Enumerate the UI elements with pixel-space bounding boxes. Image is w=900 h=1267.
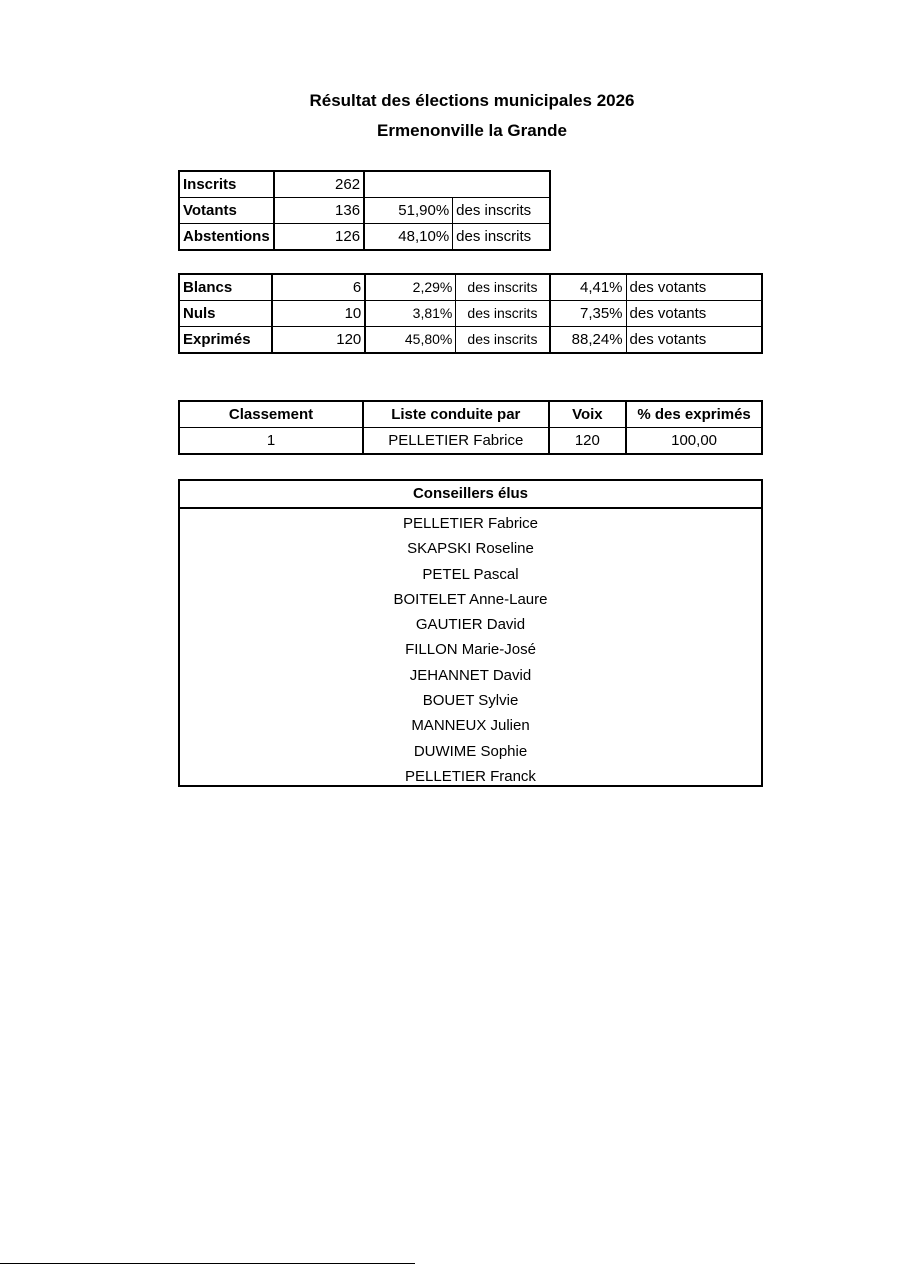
participation-count: 136	[274, 198, 364, 224]
footer-divider	[0, 1263, 415, 1264]
ballot-count: 120	[272, 327, 366, 354]
header-rank: Classement	[228, 406, 314, 423]
ballot-pct-votants: 7,35%	[550, 301, 627, 327]
councillor-name: FILLON Marie-José	[405, 641, 536, 659]
ballot-count: 6	[272, 274, 366, 301]
ballot-pct-inscrits: 45,80%	[365, 327, 456, 354]
participation-row	[179, 198, 550, 224]
councillor-name: SKAPSKI Roseline	[407, 540, 534, 558]
ballot-ref-votants: des votants	[626, 327, 762, 354]
ballot-ref-inscrits: des inscrits	[456, 274, 550, 301]
councillor-name: PETEL Pascal	[422, 565, 519, 583]
councillor-name: BOITELET Anne-Laure	[393, 590, 548, 608]
participation-count: 262	[274, 171, 364, 198]
ballot-ref-votants: des votants	[626, 274, 762, 301]
result-pct: 100,00	[626, 428, 762, 455]
header-votes: Voix	[549, 401, 627, 428]
commune-name: Ermenonville la Grande	[377, 121, 567, 140]
participation-row	[179, 224, 550, 251]
result-list: PELLETIER Fabrice	[363, 428, 549, 455]
councillor-name: MANNEUX Julien	[411, 717, 530, 735]
participation-pct	[364, 171, 453, 198]
ballots-table	[178, 273, 763, 354]
ballot-pct-votants: 4,41%	[550, 274, 627, 301]
ballot-label: Nuls	[179, 301, 272, 327]
participation-count: 126	[274, 224, 364, 251]
participation-label: Abstentions	[179, 224, 274, 251]
results-table	[178, 400, 763, 455]
participation-row	[179, 171, 550, 198]
ballot-ref-inscrits: des inscrits	[456, 301, 550, 327]
councillors-list	[180, 509, 761, 789]
results-header-row	[179, 401, 762, 428]
header-list: Liste conduite par	[363, 401, 549, 428]
councillor-name: GAUTIER David	[415, 616, 526, 634]
ballot-ref-votants: des votants	[626, 301, 762, 327]
councillor-name: JEHANNET David	[409, 666, 532, 684]
ballot-row	[179, 327, 762, 354]
councillors-header: Conseillers élus	[180, 481, 761, 509]
header-pct: % des exprimés	[626, 401, 762, 428]
page-title: Résultat des élections municipales 2026	[309, 91, 635, 110]
ballot-row	[179, 301, 762, 327]
ballot-label: Exprimés	[179, 327, 272, 354]
councillor-name: PELLETIER Franck	[405, 767, 536, 785]
result-rank: 1	[179, 428, 363, 455]
participation-label: Inscrits	[183, 176, 237, 193]
ballot-row	[179, 274, 762, 301]
councillors-table	[178, 479, 763, 787]
participation-label: Votants	[179, 198, 274, 224]
result-votes: 120	[549, 428, 627, 455]
councillor-name: DUWIME Sophie	[413, 742, 528, 760]
participation-pct: 48,10%	[364, 224, 453, 251]
participation-ref	[453, 171, 550, 198]
participation-table	[178, 170, 551, 251]
ballot-pct-inscrits: 3,81%	[365, 301, 456, 327]
results-row	[179, 428, 762, 455]
ballot-label: Blancs	[183, 279, 233, 296]
ballot-ref-inscrits: des inscrits	[456, 327, 550, 354]
participation-ref: des inscrits	[453, 224, 550, 251]
councillor-name: PELLETIER Fabrice	[402, 515, 539, 532]
councillor-name: BOUET Sylvie	[422, 692, 519, 710]
ballot-pct-inscrits: 2,29%	[365, 274, 456, 301]
ballot-pct-votants: 88,24%	[550, 327, 627, 354]
ballot-count: 10	[272, 301, 366, 327]
participation-pct: 51,90%	[364, 198, 453, 224]
participation-ref: des inscrits	[453, 198, 550, 224]
